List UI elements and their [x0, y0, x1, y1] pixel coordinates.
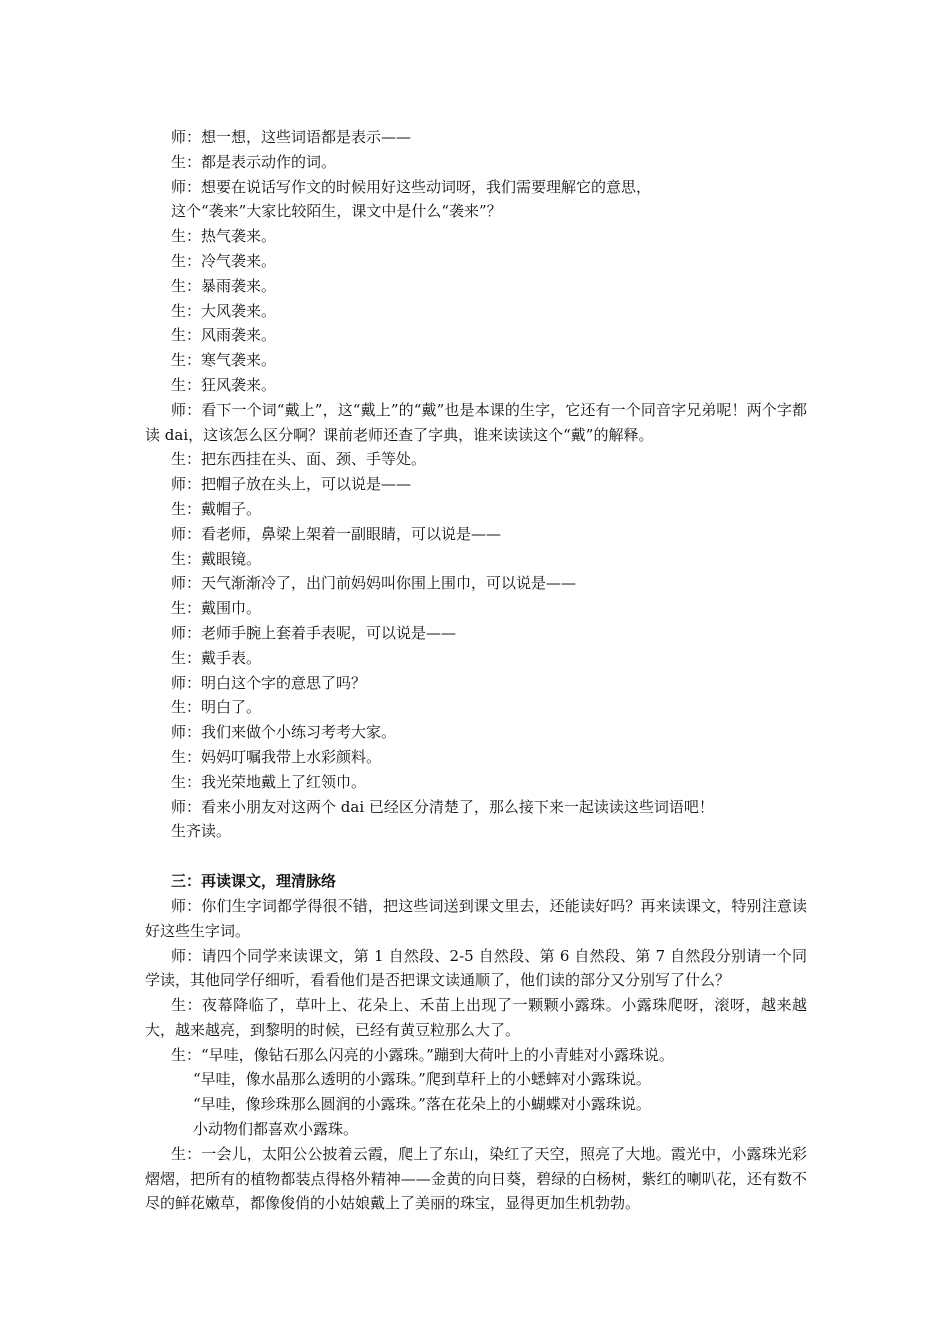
text-line: 师：老师手腕上套着手表呢，可以说是—— — [171, 623, 457, 642]
text-line: 生：狂风袭来。 — [171, 375, 277, 394]
text-line: 师：把帽子放在头上，可以说是—— — [171, 475, 412, 494]
text-line: 生：热气袭来。 — [171, 227, 277, 246]
text-line: 生：戴帽子。 — [171, 499, 262, 518]
text-line: 生：明白了。 — [171, 698, 262, 717]
text-line: 生：暴雨袭来。 — [171, 276, 277, 295]
text-line: 生：戴眼镜。 — [171, 549, 262, 568]
text-line: 师：想一想，这些词语都是表示—— — [171, 128, 412, 146]
text-line: 师：想要在说话写作文的时候用好这些动词呀，我们需要理解它的意思， — [171, 177, 652, 196]
text-line: 生：戴围巾。 — [171, 599, 262, 618]
text-line: 生：大风袭来。 — [171, 301, 277, 320]
text-line: 生：我光荣地戴上了红领巾。 — [171, 772, 367, 791]
text-line: 生：风雨袭来。 — [171, 326, 277, 345]
paragraph-dai: 师：看下一个词“戴上”，这“戴上”的“戴”也是本课的生字，它还有一个同音字兄弟呢！两个字都读 dai，这该怎么区分啊？课前老师还查了字典，谁来读读这个“戴”的解释。 — [145, 400, 807, 444]
blank-line — [145, 844, 807, 869]
quote-line: “早哇，像水晶那么透明的小露珠。”爬到草秆上的小蟋蟀对小露珠说。 — [193, 1070, 651, 1089]
paragraph: 师：你们生字词都学得很不错，把这些词送到课文里去，还能读好吗？再来读课文，特别注意读好这些生字词。 — [145, 896, 807, 940]
quote-line: “早哇，像珍珠那么圆润的小露珠。”落在花朵上的小蝴蝶对小露珠说。 — [193, 1095, 651, 1114]
paragraph: 师：请四个同学来读课文，第 1 自然段、2-5 自然段、第 6 自然段、第 7 自然段分别请一个同学读，其他同学仔细听，看看他们是否把课文读通顺了，他们读的部分又分别写了什么？ — [145, 946, 807, 990]
document-page — [145, 125, 807, 1216]
text-line: 生：都是表示动作的词。 — [171, 152, 337, 171]
text-line: 生齐读。 — [171, 822, 232, 841]
text-line: 生：寒气袭来。 — [171, 351, 277, 370]
paragraph: 生：一会儿，太阳公公披着云霞，爬上了东山，染红了天空，照亮了大地。霞光中，小露珠光彩熠熠，把所有的植物都装点得格外精神——金黄的向日葵，碧绿的白杨树，紫红的喇叭花，还有数不尽的鲜花嫩草，都像俊俏的小姑娘戴上了美丽的珠宝，显得更加生机勃勃。 — [145, 1144, 807, 1213]
text-line: 生：妈妈叮嘱我带上水彩颜料。 — [171, 747, 382, 766]
text-line: 师：明白这个字的意思了吗？ — [171, 673, 367, 692]
text-line: 师：天气渐渐冷了，出门前妈妈叫你围上围巾，可以说是—— — [171, 574, 577, 593]
section-heading: 三：再读课文，理清脉络 — [171, 872, 337, 891]
text-line: 生：冷气袭来。 — [171, 251, 277, 270]
text-line: 师：我们来做个小练习考考大家。 — [171, 723, 397, 742]
text-line: 师：看老师，鼻梁上架着一副眼睛，可以说是—— — [171, 524, 502, 543]
paragraph: 生：夜幕降临了，草叶上、花朵上、禾苗上出现了一颗颗小露珠。小露珠爬呀，滚呀，越来越大，越来越亮，到黎明的时候，已经有黄豆粒那么大了。 — [145, 996, 807, 1039]
quote-line: 生：“早哇，像钻石那么闪亮的小露珠。”蹦到大荷叶上的小青蛙对小露珠说。 — [171, 1045, 674, 1064]
text-line: 生：把东西挂在头、面、颈、手等处。 — [171, 450, 427, 469]
quote-line: 小动物们都喜欢小露珠。 — [193, 1120, 359, 1139]
text-line: 生：戴手表。 — [171, 648, 262, 667]
text-line: 这个“袭来”大家比较陌生，课文中是什么“袭来”？ — [171, 202, 502, 221]
text-line: 师：看来小朋友对这两个 dai 已经区分清楚了，那么接下来一起读读这些词语吧！ — [171, 797, 714, 816]
